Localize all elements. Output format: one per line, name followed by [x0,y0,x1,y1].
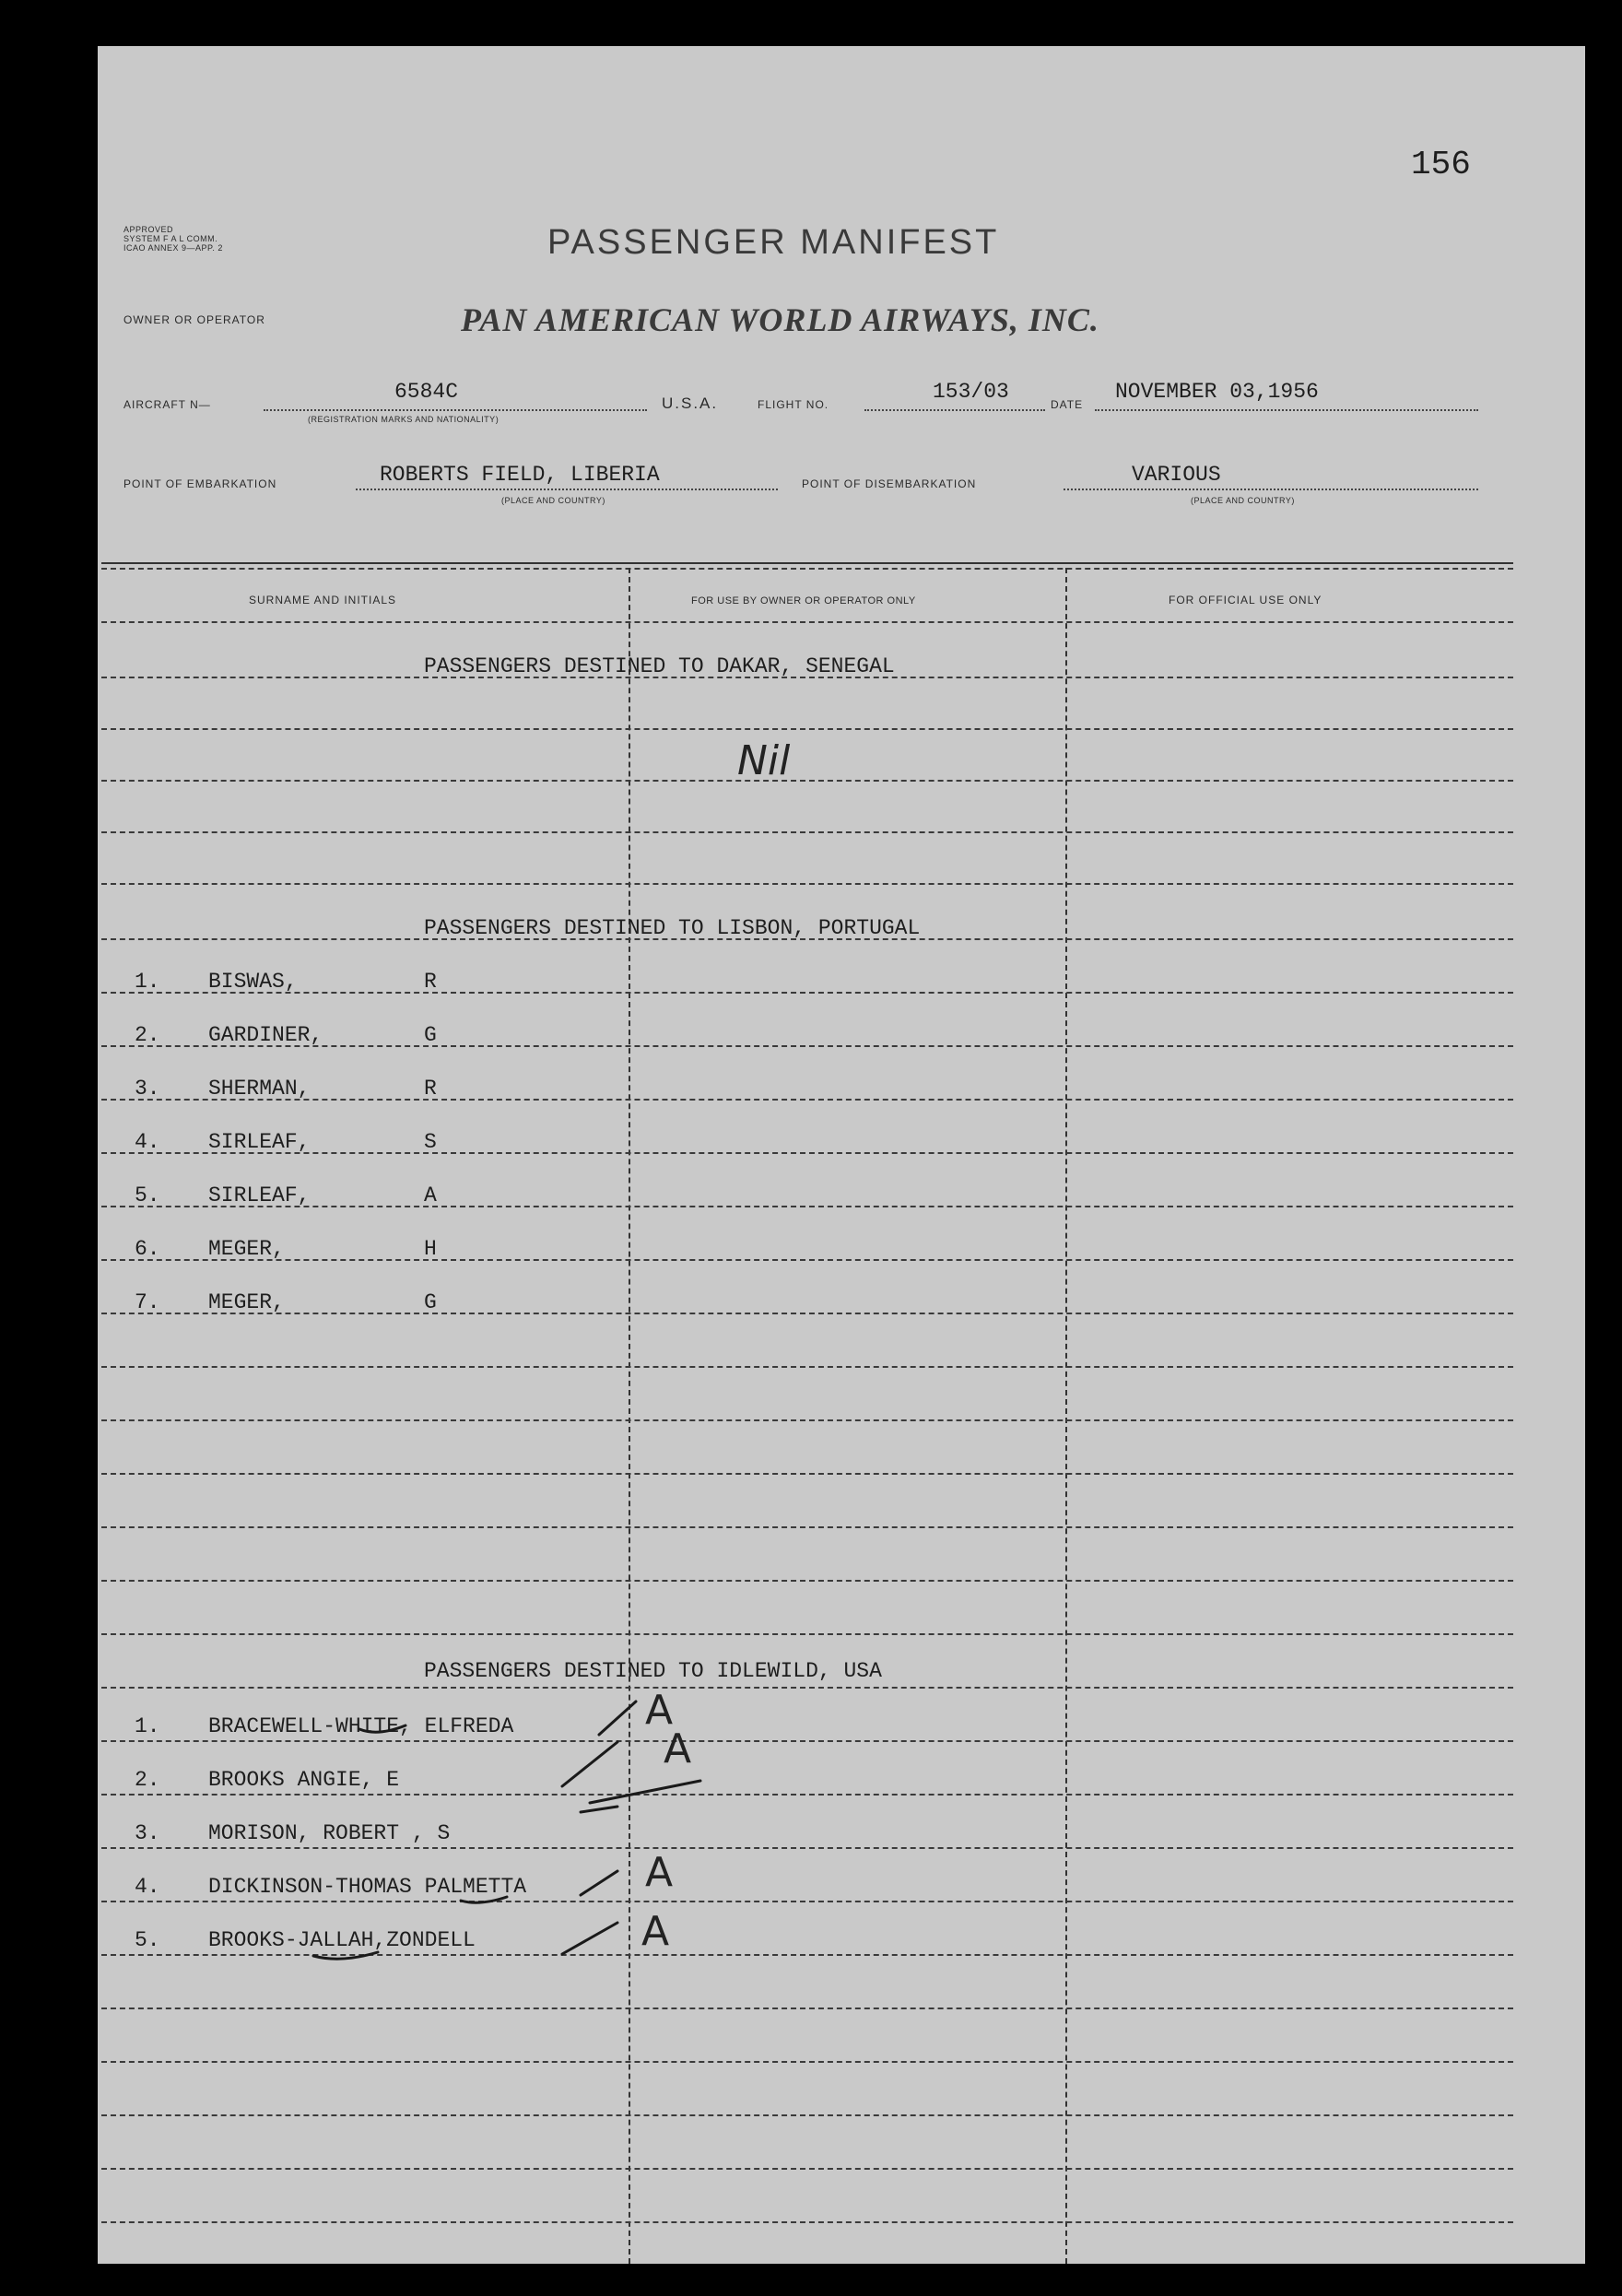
disembark-caption: (PLACE AND COUNTRY) [1191,496,1295,505]
passenger-initial: R [424,970,437,994]
disembark-value: VARIOUS [1132,463,1221,487]
row-number: 5. [135,1183,160,1207]
passenger-initial: R [424,1077,437,1101]
owner-label: OWNER OR OPERATOR [123,313,265,326]
passenger-surname: BISWAS, [208,970,298,994]
aircraft-label: AIRCRAFT N— [123,398,211,411]
handwritten-mark: A [641,1908,670,1955]
approval-line: APPROVED [123,225,174,234]
embark-underline [356,489,778,490]
approval-line: ICAO ANNEX 9—APP. 2 [123,243,223,253]
passenger-initial: H [424,1237,437,1261]
row-number: 4. [135,1130,160,1154]
date-label: DATE [1051,398,1084,411]
embark-caption: (PLACE AND COUNTRY) [501,496,605,505]
registration-caption: (REGISTRATION MARKS AND NATIONALITY) [308,415,500,424]
passenger-initial: G [424,1023,437,1047]
passenger-initial: S [424,1130,437,1154]
approval-line: SYSTEM F A L COMM. [123,234,218,243]
passenger-initial: G [424,1290,437,1314]
column-header-operator: FOR USE BY OWNER OR OPERATOR ONLY [691,595,916,606]
document-title: PASSENGER MANIFEST [547,223,1000,262]
date-value: NOVEMBER 03,1956 [1115,380,1319,404]
passenger-name: BROOKS ANGIE, E [208,1768,400,1792]
section-heading-lisbon: PASSENGERS DESTINED TO LISBON, PORTUGAL [424,916,921,940]
approval-note [123,225,223,253]
section-heading-idlewild: PASSENGERS DESTINED TO IDLEWILD, USA [424,1659,882,1683]
row-number: 2. [135,1768,160,1792]
aircraft-underline [264,409,647,411]
handwritten-mark: A [645,1849,674,1896]
row-number: 6. [135,1237,160,1261]
column-header-surname: SURNAME AND INITIALS [249,594,397,606]
disembark-label: POINT OF DISEMBARKATION [802,477,977,490]
passenger-name: DICKINSON-THOMAS PALMETTA [208,1875,527,1899]
passenger-surname: SIRLEAF, [208,1183,311,1207]
passenger-table [101,562,1517,2264]
passenger-surname: MEGER, [208,1290,285,1314]
passenger-name: BRACEWELL-WHITE, ELFREDA [208,1714,514,1738]
flight-label: FLIGHT NO. [758,398,829,411]
handwritten-mark: A [645,1687,674,1734]
section-heading-dakar: PASSENGERS DESTINED TO DAKAR, SENEGAL [424,654,895,678]
row-number: 7. [135,1290,160,1314]
handwritten-mark: A [664,1725,692,1772]
handwritten-nil: Nil [737,737,791,784]
page-number: 156 [1411,146,1471,183]
row-number: 5. [135,1928,160,1952]
row-number: 3. [135,1821,160,1845]
pen-strokes [101,562,1517,2264]
aircraft-value: 6584C [394,380,459,404]
disembark-underline [1064,489,1478,490]
column-header-official: FOR OFFICIAL USE ONLY [1169,594,1322,606]
flight-underline [864,409,1045,411]
manifest-sheet [98,46,1585,2264]
passenger-surname: SIRLEAF, [208,1130,311,1154]
embark-value: ROBERTS FIELD, LIBERIA [380,463,660,487]
flight-value: 153/03 [933,380,1009,404]
passenger-surname: MEGER, [208,1237,285,1261]
passenger-name: MORISON, ROBERT , S [208,1821,451,1845]
embark-label: POINT OF EMBARKATION [123,477,277,490]
passenger-surname: SHERMAN, [208,1077,311,1101]
passenger-initial: A [424,1183,437,1207]
passenger-surname: GARDINER, [208,1023,323,1047]
operator-name: PAN AMERICAN WORLD AIRWAYS, INC. [461,301,1099,338]
row-number: 3. [135,1077,160,1101]
row-number: 4. [135,1875,160,1899]
passenger-name: BROOKS-JALLAH,ZONDELL [208,1928,476,1952]
row-number: 1. [135,1714,160,1738]
row-number: 1. [135,970,160,994]
country: U.S.A. [662,394,719,412]
row-number: 2. [135,1023,160,1047]
date-underline [1095,409,1478,411]
